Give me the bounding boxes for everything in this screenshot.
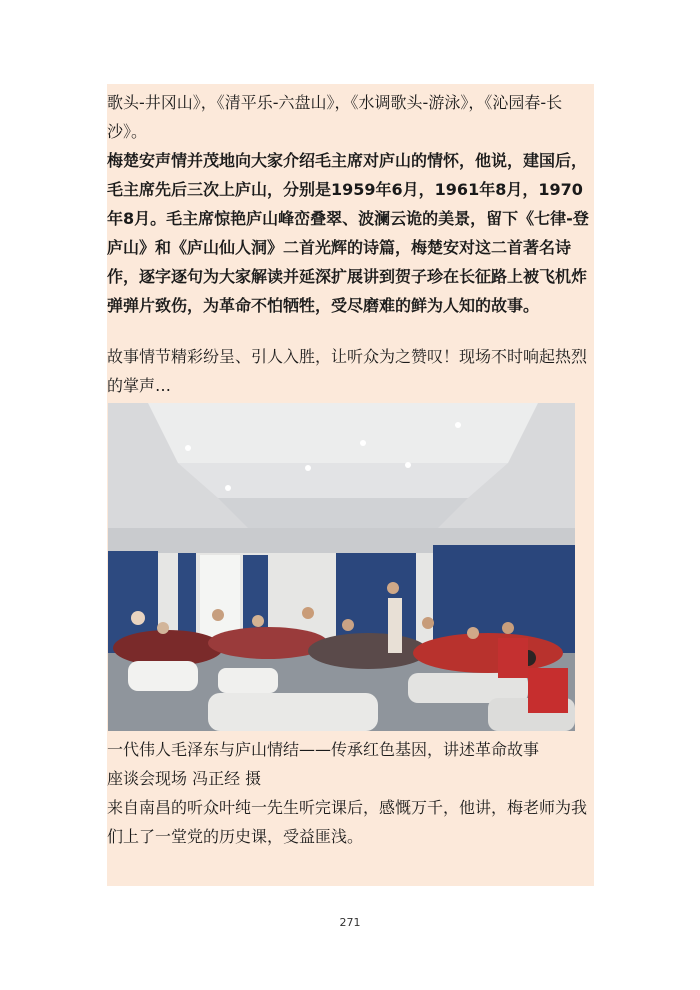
paragraph-applause: 故事情节精彩纷呈、引人入胜，让听众为之赞叹！现场不时响起热烈的掌声… [107,347,588,395]
page-content [107,84,594,886]
paragraph-mei-chuan-intro: 梅楚安声情并茂地向大家介绍毛主席对庐山的情怀，他说，建国后，毛主席先后三次上庐山，分别是1959年6月，1961年8月，1970年8月。毛主席惊艳庐山峰峦叠翠、波澜云诡的美景，留下《七律-登庐山》和《庐山仙人洞》二首光辉的诗篇，梅楚安对这二首著名诗作，逐字逐句为大家解读并延深扩展讲到贺子珍在长征路上被飞机炸弹弹片致伤，为革命不怕牺牲，受尽磨难的鲜为人知的故事。 [107,151,589,315]
photo-caption-line2: 座谈会现场 冯正经 摄 [107,769,262,788]
paragraph-poems: 歌头-井冈山》，《清平乐-六盘山》，《水调歌头-游泳》，《沁园春-长沙》。 [107,93,563,141]
page-number: 271 [339,916,361,929]
paragraph-gap [107,320,594,342]
meeting-photo [108,403,575,731]
photo-caption-line1: 一代伟人毛泽东与庐山情结——传承红色基因，讲述革命故事 [107,740,540,759]
paragraph-listener-feedback: 来自南昌的听众叶纯一先生听完课后，感慨万千，他讲，梅老师为我们上了一堂党的历史课，受益匪浅。 [107,798,588,846]
